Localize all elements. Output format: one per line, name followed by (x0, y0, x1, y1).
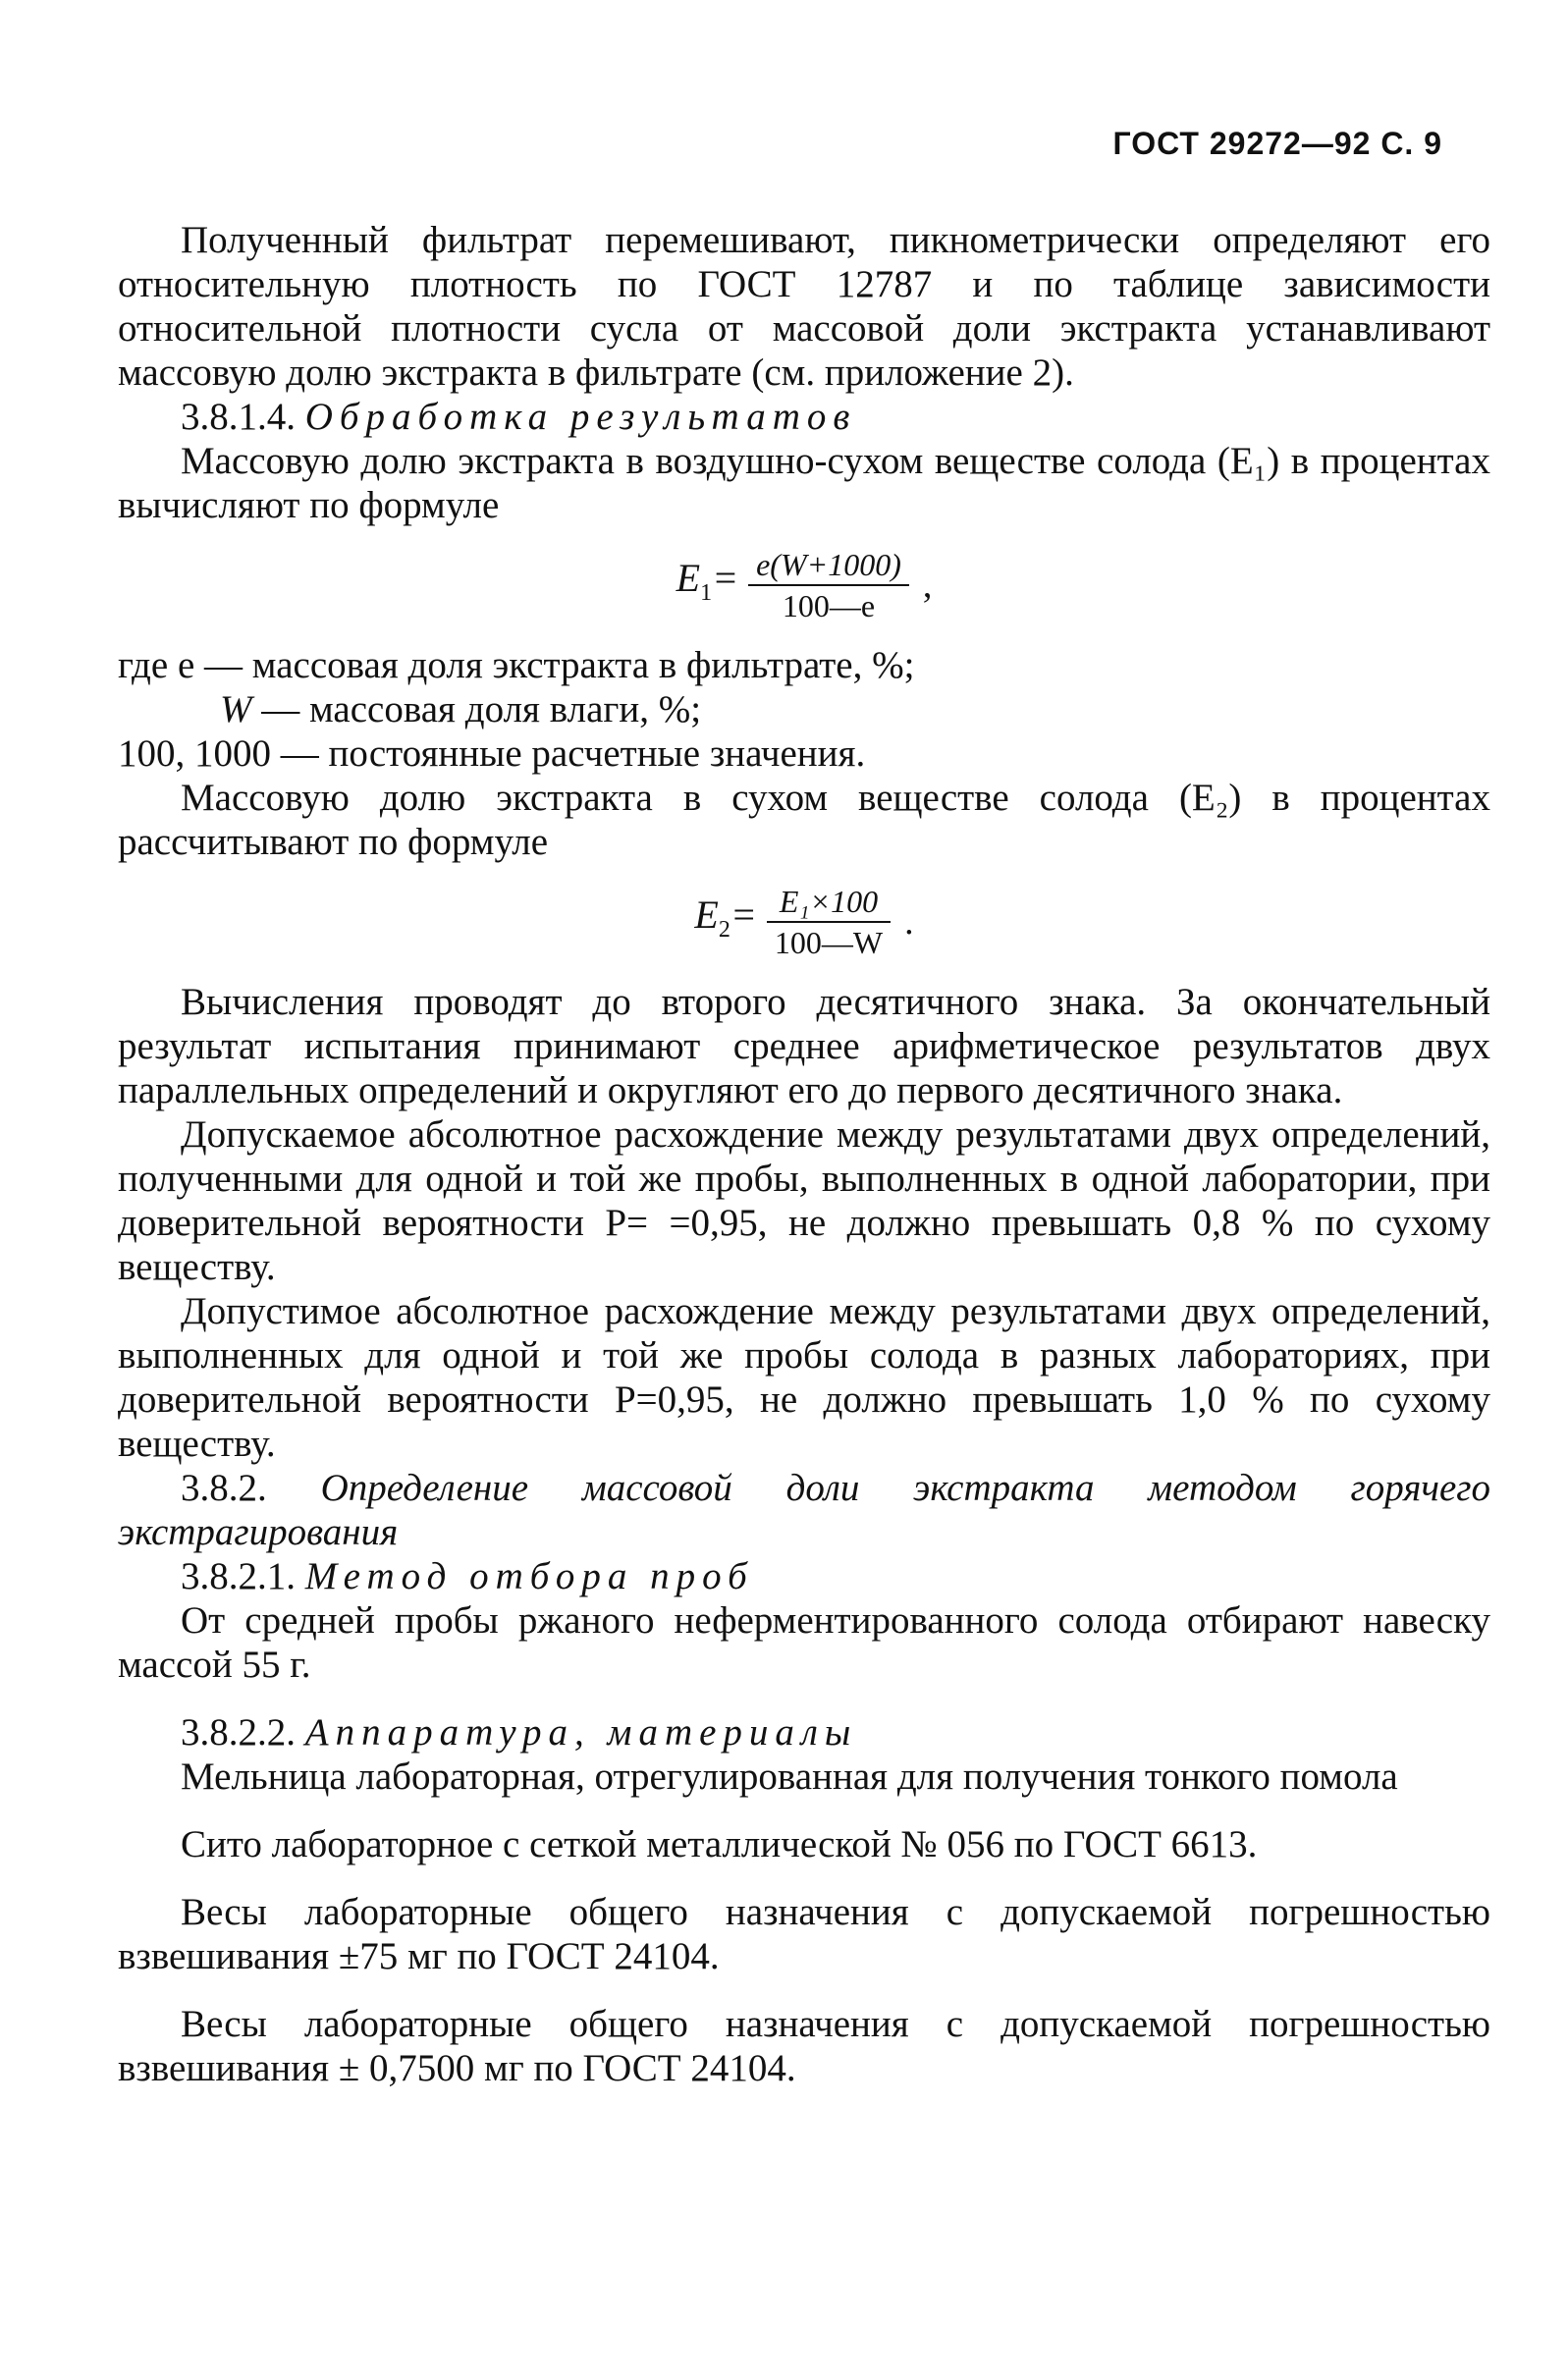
legend-description: — массовая доля влаги, %; (261, 688, 702, 730)
section-title: Обработка результатов (304, 396, 857, 438)
paragraph-scales-1: Весы лабораторные общего назначения с допускаемой погрешностью взвешивания ±75 мг по ГОСТ 24104. (118, 1891, 1490, 1977)
paragraph-repeatability: Допускаемое абсолютное расхождение между результатами двух определений, полученными для одной и той же пробы, выполненных в одной лаборатории, при доверительной вероятности P= =0,95, не должно превышать 0,8 % по сухому веществу. (118, 1113, 1490, 1288)
section-title: Метод отбора проб (304, 1555, 754, 1597)
section-3-8-2-2-heading (118, 1710, 1490, 1755)
formula-fraction (767, 882, 891, 962)
formula-e1 (118, 531, 1490, 639)
section-title: Определение массовой доли экстракта методом горячего экстрагирования (118, 1467, 1491, 1553)
legend-row-w (118, 687, 1490, 731)
paragraph-sieve: Сито лабораторное с сеткой металлической № 056 по ГОСТ 6613. (181, 1823, 1258, 1865)
formula-symbol: E (676, 555, 701, 600)
paragraph-reproducibility: Допустимое абсолютное расхождение между результатами двух определений, выполненных для одной и той же пробы солода в разных лабораториях, при доверительной вероятности P=0,95, не должно превышать 1,0 % по сухому веществу. (118, 1290, 1490, 1465)
section-number: 3.8.1.4. (181, 396, 296, 438)
formula-legend (118, 643, 1490, 776)
paragraph-formula-intro-1: Массовую долю экстракта в воздушно-сухом веществе солода (E₁) в процентах вычисляют по формуле (118, 440, 1490, 526)
formula-lhs (676, 556, 738, 616)
legend-row-constants: 100, 1000 — постоянные расчетные значения. (118, 732, 866, 775)
formula-fraction (748, 545, 909, 625)
formula-symbol: E (694, 891, 719, 937)
section-title: Аппаратура, материалы (304, 1711, 858, 1754)
formula-e2 (118, 868, 1490, 976)
paragraph-sampling: От средней пробы ржаного неферментированного солода отбирают навеску массой 55 г. (118, 1599, 1490, 1686)
section-3-8-2-1-heading (118, 1554, 1490, 1598)
paragraph-formula-intro-2: Массовую долю экстракта в сухом веществе солода (E₂) в процентах рассчитывают по формуле (118, 777, 1490, 863)
formula-subscript: 2 (718, 916, 730, 943)
section-3-8-1-4-heading (118, 395, 1490, 439)
section-number: 3.8.2. (181, 1467, 267, 1509)
formula-punctuation: , (922, 564, 933, 606)
formula-subscript: 1 (700, 579, 713, 606)
legend-variable: W (220, 688, 252, 730)
paragraph-mill: Мельница лабораторная, отрегулированная для получения тонкого помола (181, 1755, 1398, 1798)
section-number: 3.8.2.1. (181, 1555, 296, 1597)
legend-row-e (118, 643, 1490, 687)
formula-lhs (694, 892, 756, 952)
formula-denominator: 100—W (774, 925, 884, 960)
paragraph-scales-2: Весы лабораторные общего назначения с допускаемой погрешностью взвешивания ± 0,7500 мг по ГОСТ 24104. (118, 2003, 1490, 2089)
legend-variable: где e (118, 644, 195, 686)
section-3-8-2-heading (118, 1466, 1490, 1554)
formula-numerator: E₁×100 (779, 884, 879, 919)
paragraph-calculation: Вычисления проводят до второго десятичного знака. За окончательный результат испытания принимают среднее арифметическое результатов двух параллельных определений и округляют его до первого десятичного знака. (118, 981, 1490, 1111)
formula-numerator: e(W+1000) (756, 547, 901, 582)
paragraph-filtrate: Полученный фильтрат перемешивают, пикнометрически определяют его относительную плотность по ГОСТ 12787 и по таблице зависимости относительной плотности сусла от массовой доли экстракта устанавливают массовую долю экстракта в фильтрате (см. приложение 2). (118, 219, 1490, 394)
legend-description: — массовая доля экстракта в фильтрате, %; (204, 644, 915, 686)
formula-denominator: 100—e (782, 588, 876, 623)
page-header: ГОСТ 29272—92 С. 9 (1112, 126, 1442, 161)
formula-punctuation: . (904, 900, 914, 943)
formula-equals: = (712, 555, 739, 600)
section-number: 3.8.2.2. (181, 1711, 296, 1754)
formula-equals: = (730, 891, 757, 937)
document-body (118, 218, 1490, 2090)
